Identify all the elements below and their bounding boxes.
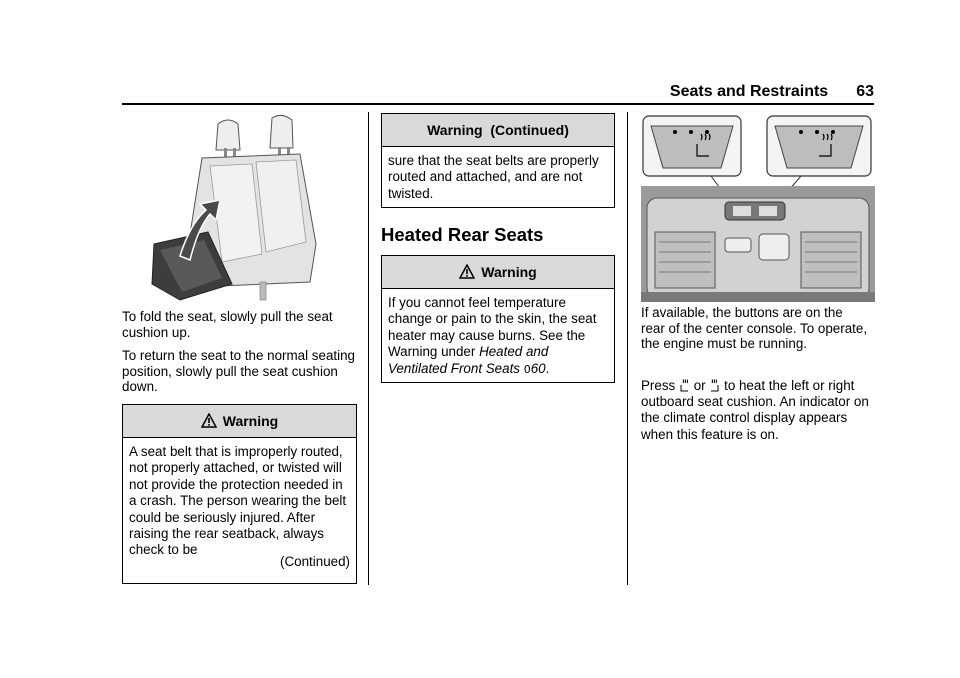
front-seats-link[interactable]: Heated and Ventilated Front Seats <box>388 344 549 376</box>
warning-header <box>123 405 356 438</box>
press-instruction <box>641 378 869 443</box>
page-ref[interactable]: 60 <box>530 360 546 376</box>
warning-continued-header <box>382 114 614 147</box>
warning-continued-title: Warning (Continued) <box>427 122 569 138</box>
burn-warning-body: If you cannot feel temperature change or pain to the skin, the seat heater may cause burns. See the Warning under <box>388 295 597 360</box>
section-name: Seats and Restraints <box>669 83 829 100</box>
return-instruction: To return the seat to the normal seating position, slowly pull the seat cushion down. <box>122 348 355 395</box>
burn-warning-header <box>382 256 614 289</box>
seatbelt-warning-box <box>122 404 357 584</box>
page-ref-symbol: 0 <box>523 362 531 376</box>
left-heated-seat-icon <box>679 379 690 392</box>
header-rule <box>122 103 874 105</box>
column-divider-1 <box>368 112 369 585</box>
rear-seat-illustration <box>150 114 330 304</box>
burn-warning-box <box>381 255 615 383</box>
continued-label: (Continued) <box>280 554 350 569</box>
press-word: Press <box>641 378 676 393</box>
column-divider-2 <box>627 112 628 585</box>
seatbelt-warning-continued-box <box>381 113 615 208</box>
burn-warning-title: Warning <box>481 264 537 280</box>
warning-triangle-icon <box>201 413 217 429</box>
warning-title: Warning <box>222 413 279 429</box>
page-number: 63 <box>856 83 874 100</box>
availability-text: If available, the buttons are on the rear of the center console. To operate, the engine must be running. <box>641 305 868 352</box>
header-title <box>122 82 874 102</box>
burn-warning-text <box>382 289 614 378</box>
sentence-end: . <box>545 360 550 376</box>
warning-text: A seat belt that is improperly routed, not properly attached, or twisted will not provide the protection needed in a crash. The person wearing the belt could be seriously injured. After raising the rear seatback, always check to be <box>129 444 347 558</box>
fold-instruction: To fold the seat, slowly pull the seat cushion up. <box>122 309 333 340</box>
right-heated-seat-icon <box>709 379 720 392</box>
warning-continued-text: sure that the seat belts are properly routed and attached, and are not twisted. <box>388 153 599 201</box>
or-word: or <box>693 378 706 393</box>
page-header <box>122 82 874 104</box>
section-title: Heated Rear Seats <box>381 224 544 245</box>
center-console-illustration <box>641 114 875 302</box>
warning-triangle-icon <box>459 264 475 280</box>
press-rest: to heat the left or right outboard seat cushion. An indicator on the climate control display appears when this feature is on. <box>641 378 869 442</box>
